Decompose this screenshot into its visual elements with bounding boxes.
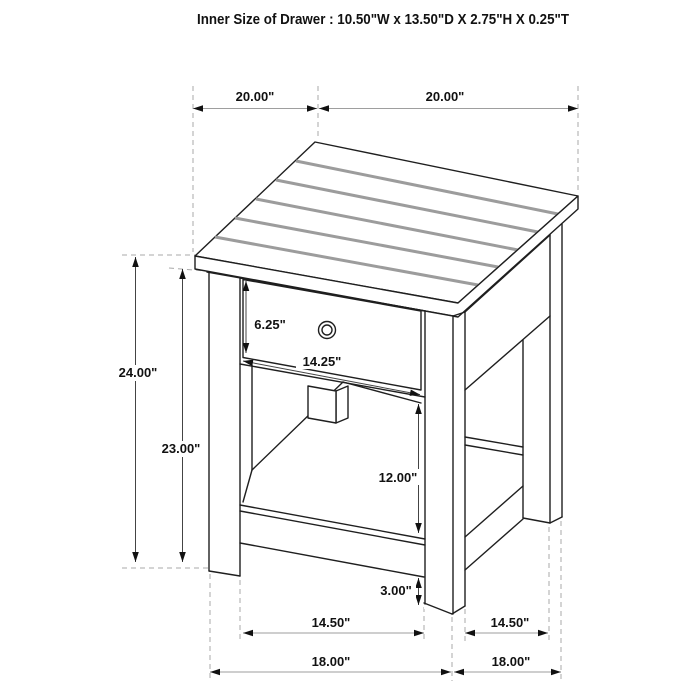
dim-label-top-right: 20.00" xyxy=(425,89,465,104)
dim-label-drawer-face-height: 6.25" xyxy=(254,317,286,332)
drawer-inner-size-title: Inner Size of Drawer : 10.50"W x 13.50"D X 2.75"H X 0.25"T xyxy=(197,12,570,28)
dim-label-bottom-clearance: 3.00" xyxy=(380,583,412,598)
dim-label-front-width: 18.00" xyxy=(311,654,351,669)
dim-label-compartment-height: 12.00" xyxy=(378,470,418,485)
dim-front-width xyxy=(210,654,451,675)
dim-under-top-height xyxy=(155,269,207,562)
dim-bottom-clearance xyxy=(376,578,422,605)
center-support-block xyxy=(308,386,348,423)
dim-top-right-width xyxy=(319,89,578,112)
table-drawing xyxy=(195,142,578,614)
dim-overall-height xyxy=(112,257,164,562)
dim-top-left-width xyxy=(193,89,317,112)
dim-label-under-top-height: 23.00" xyxy=(161,441,201,456)
dim-front-inner-width xyxy=(243,615,424,636)
dim-side-inner-depth xyxy=(465,615,548,636)
dim-side-depth xyxy=(454,654,561,675)
dim-label-top-left: 20.00" xyxy=(235,89,275,104)
dim-label-front-inner-width: 14.50" xyxy=(311,615,351,630)
dim-label-side-depth: 18.00" xyxy=(491,654,531,669)
dim-label-drawer-opening-width: 14.25" xyxy=(302,354,342,369)
dim-label-side-inner-depth: 14.50" xyxy=(490,615,530,630)
dim-label-overall-height: 24.00" xyxy=(118,365,158,380)
